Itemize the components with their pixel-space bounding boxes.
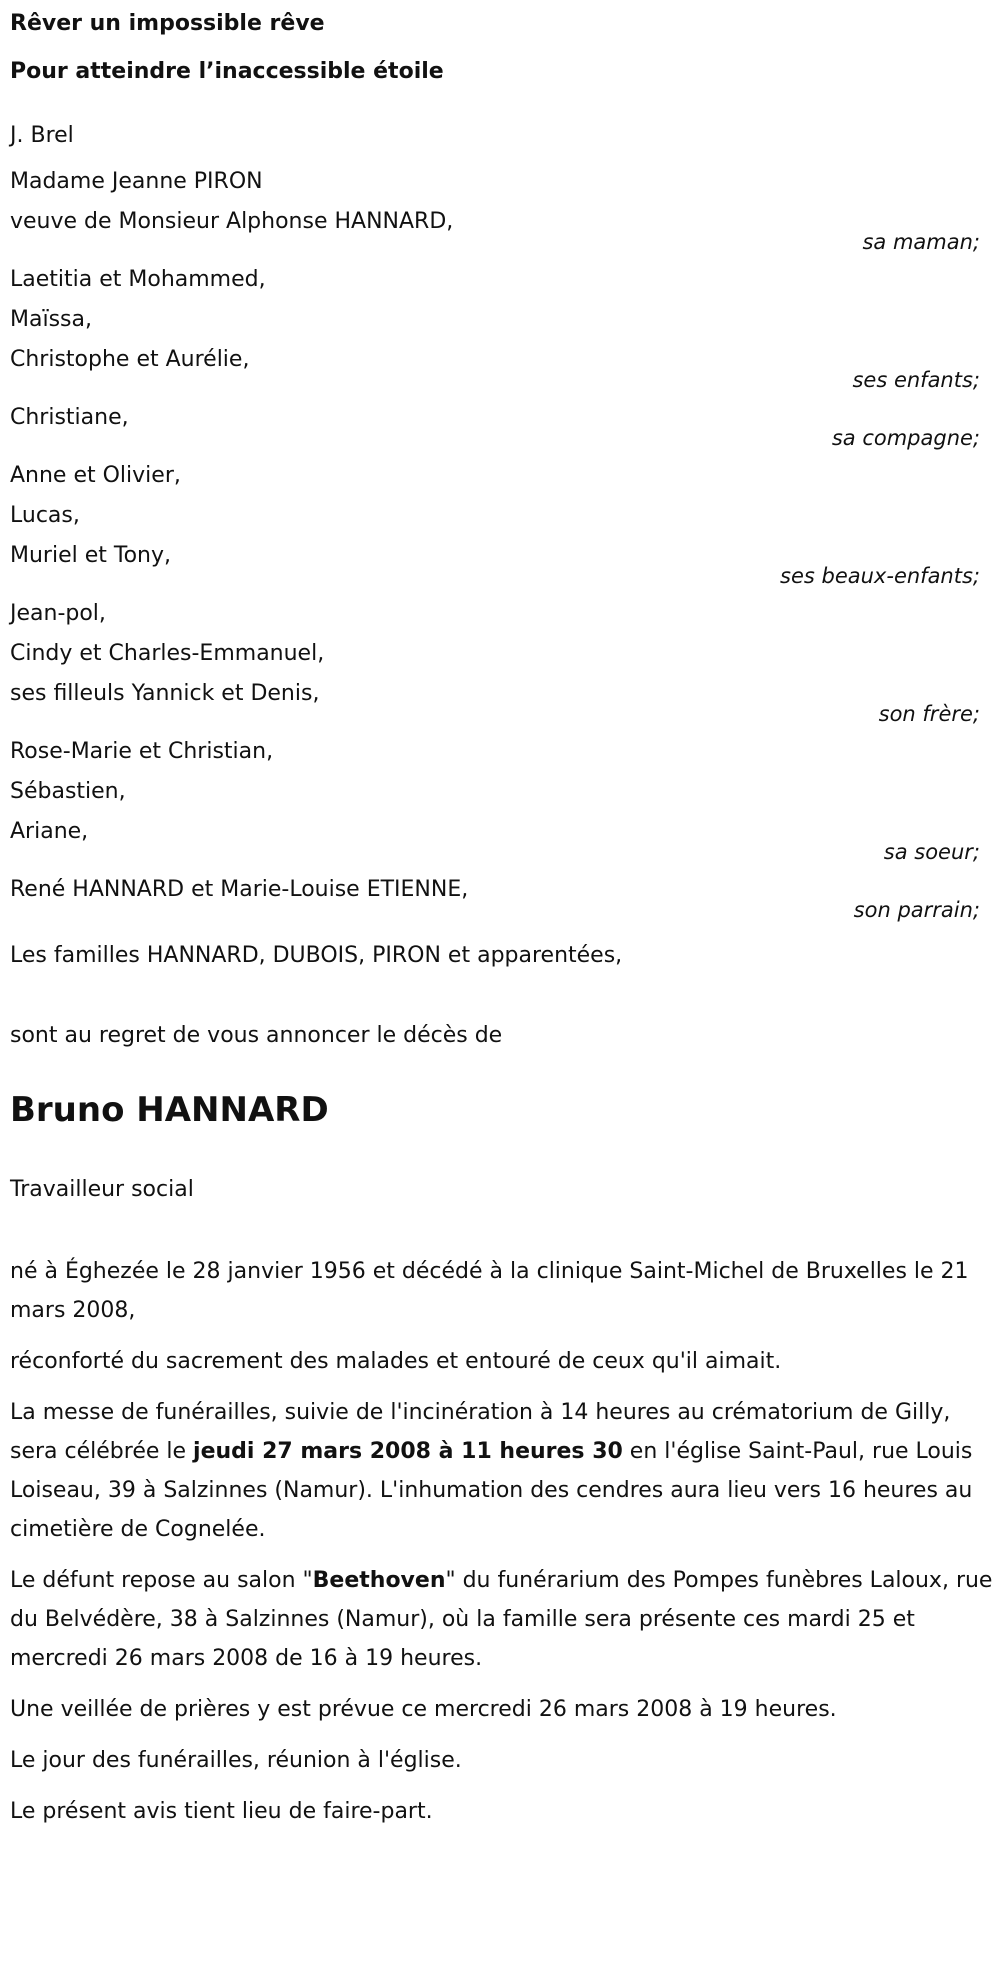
mourner-name-line: Cindy et Charles-Emmanuel, xyxy=(10,641,325,666)
mourner-relation: ses beaux-enfants; xyxy=(780,564,980,588)
mourner-relation: sa maman; xyxy=(862,230,980,254)
announcement-line: sont au regret de vous annoncer le décès de xyxy=(10,1023,503,1048)
mourner-name-line: Sébastien, xyxy=(10,779,126,804)
obituary-content xyxy=(10,0,993,1831)
rest-paragraph xyxy=(10,1561,995,1678)
mourner-name-line: veuve de Monsieur Alphonse HANNARD, xyxy=(10,209,454,234)
deceased-name: Bruno HANNARD xyxy=(10,1090,329,1130)
deceased-profession: Travailleur social xyxy=(10,1177,194,1202)
mourner-name-line: Christophe et Aurélie, xyxy=(10,347,250,372)
vigil-paragraph: Une veillée de prières y est prévue ce mercredi 26 mars 2008 à 19 heures. xyxy=(10,1697,837,1722)
mourner-group xyxy=(10,594,990,726)
rest-text-before: Le défunt repose au salon " xyxy=(10,1568,313,1593)
mass-paragraph xyxy=(10,1393,995,1549)
mourner-relation: ses enfants; xyxy=(852,368,980,392)
mourner-group xyxy=(10,870,990,922)
notice-paragraph: Le présent avis tient lieu de faire-part. xyxy=(10,1799,433,1824)
mass-text-after: en l'église Saint-Paul, rue Louis Loiseau, 39 à Salzinnes (Namur). L'inhumation des cendres aura lieu vers 16 heures au cimetière de Cognelée. xyxy=(10,1439,973,1542)
mourner-name-line: Ariane, xyxy=(10,819,89,844)
meeting-paragraph: Le jour des funérailles, réunion à l'église. xyxy=(10,1748,462,1773)
mass-date: jeudi 27 mars 2008 à 11 heures 30 xyxy=(193,1439,623,1464)
mourner-group xyxy=(10,398,990,450)
mourner-name-line: ses filleuls Yannick et Denis, xyxy=(10,681,320,706)
mourner-relation: sa compagne; xyxy=(831,426,980,450)
mourner-name-line: Anne et Olivier, xyxy=(10,463,181,488)
mourner-name-line: Jean-pol, xyxy=(10,601,106,626)
mourner-group xyxy=(10,732,990,864)
mourner-relation: son parrain; xyxy=(853,898,980,922)
mourner-group xyxy=(10,260,990,392)
mourner-name-line: Muriel et Tony, xyxy=(10,543,171,568)
epigraph-line-1: Rêver un impossible rêve xyxy=(10,11,325,36)
families-line: Les familles HANNARD, DUBOIS, PIRON et apparentées, xyxy=(10,943,623,968)
mourners-list xyxy=(10,162,990,922)
mourner-group xyxy=(10,456,990,588)
rest-salon-name: Beethoven xyxy=(312,1568,446,1593)
mourner-relation: son frère; xyxy=(878,702,980,726)
mourner-relation: sa soeur; xyxy=(883,840,980,864)
birth-death-paragraph: né à Éghezée le 28 janvier 1956 et décédé à la clinique Saint-Michel de Bruxelles le 21 mars 2008, xyxy=(10,1259,969,1323)
epigraph-author: J. Brel xyxy=(10,123,74,148)
mourner-name-line: Christiane, xyxy=(10,405,129,430)
comfort-paragraph: réconforté du sacrement des malades et entouré de ceux qu'il aimait. xyxy=(10,1349,782,1374)
mass-text-before: La messe de funérailles, suivie de l'incinération à 14 heures au crématorium de Gilly, sera célébrée le xyxy=(10,1400,951,1464)
mourner-name-line: Laetitia et Mohammed, xyxy=(10,267,266,292)
mourner-name-line: Lucas, xyxy=(10,503,80,528)
mourner-name-line: Madame Jeanne PIRON xyxy=(10,169,263,194)
epigraph-line-2: Pour atteindre l’inaccessible étoile xyxy=(10,59,444,84)
mourner-name-line: Maïssa, xyxy=(10,307,92,332)
rest-text-after: " du funérarium des Pompes funèbres Laloux, rue du Belvédère, 38 à Salzinnes (Namur), où la famille sera présente ces mardi 25 et mercredi 26 mars 2008 de 16 à 19 heures. xyxy=(10,1568,993,1671)
mourner-name-line: Rose-Marie et Christian, xyxy=(10,739,274,764)
mourner-group xyxy=(10,162,990,254)
mourner-name-line: René HANNARD et Marie-Louise ETIENNE, xyxy=(10,877,469,902)
